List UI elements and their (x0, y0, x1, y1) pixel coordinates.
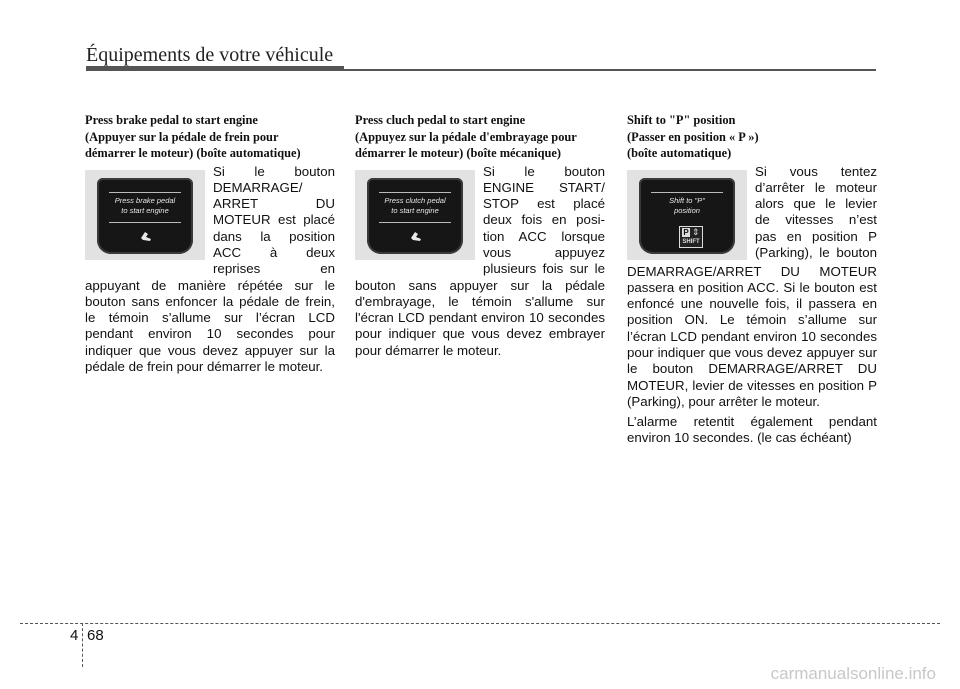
section-clutch-pedal (355, 112, 605, 359)
shift-label: SHIFT (682, 238, 700, 245)
section-heading (627, 112, 877, 162)
lcd-message (101, 196, 189, 216)
section-heading (85, 112, 335, 162)
lcd-message (643, 196, 731, 216)
lcd-message-line: to start engine (391, 205, 439, 215)
lcd-illustration (627, 170, 747, 260)
lcd-message-line: Press clutch pedal (384, 195, 446, 205)
section-brake-pedal (85, 112, 335, 375)
lcd-illustration (85, 170, 205, 260)
lcd-screen (367, 178, 463, 254)
lcd-message-line: position (674, 205, 700, 215)
heading-line: (boîte automatique) (627, 146, 732, 160)
foot-pedal-icon (409, 228, 423, 242)
lcd-illustration (355, 170, 475, 260)
lcd-message (371, 196, 459, 216)
lcd-divider (651, 192, 723, 193)
heading-line: (Appuyez sur la pédale d'embrayage pour (355, 129, 577, 144)
footer-rule (20, 623, 940, 624)
section-body: Si le bouton DEMARRAGE/ ARRET DU MOTEUR est placé dans la position ACC à deux reprises en appuyant de manière répétée sur le bouton sans enfoncer la pédale de frein, le témoin s’allume sur l’écran LCD pendant environ 10 secondes pour indiquer que vous devez appuyer sur la pédale de frein pour démarrer le moteur. (85, 163, 335, 375)
shift-arrow-icon: ⇕ (692, 226, 700, 237)
section-body: Si vous tentez d’arrêter le moteur alors que le levier de vitesses n’est pas en position P (Parking), le bouton DEMARRAGE/ARRET DU MOTEUR passera en position ACC. Si le bouton est enfoncé une nouvelle fois, il passera en position ON. Le témoin s’allume sur l’écran LCD pendant environ 10 secondes pour indiquer que vous devez appuyer sur le bouton DEMARRAGE/ARRET DU MOTEUR, levier de vitesses en position P (Parking), pour arrêter le moteur. (627, 163, 877, 409)
heading-line: (Passer en position « P ») (627, 129, 759, 144)
header-rule-thin (344, 69, 876, 71)
foot-pedal-icon (139, 228, 153, 242)
heading-line: (Appuyer sur la pédale de frein pour (85, 129, 279, 144)
page-header-title: Équipements de votre véhicule (86, 44, 334, 66)
lcd-divider (379, 192, 451, 193)
section-body: Si le bouton ENGINE START/ STOP est placé deux fois en posi- tion ACC lorsque vous appuyez plusieurs fois sur le bouton sans appuyer sur la pédale d'embrayage, le témoin s'allume sur l'écran LCD pendant environ 10 secondes pour indiquer que vous devez embrayer pour démarrer le moteur. (355, 163, 605, 358)
watermark: carmanualsonline.info (770, 664, 936, 683)
heading-line: Shift to "P" position (627, 113, 736, 127)
gear-shift-icon (679, 226, 703, 248)
lcd-message-line: Shift to "P" (669, 195, 705, 205)
heading-line: Press cluch pedal to start engine (355, 113, 526, 127)
heading-line: démarrer le moteur) (boîte automatique) (85, 146, 301, 160)
lcd-screen (639, 178, 735, 254)
lcd-divider (379, 222, 451, 223)
lcd-message-line: to start engine (121, 205, 169, 215)
shift-p-symbol: P (683, 227, 689, 237)
lcd-divider (109, 192, 181, 193)
section-shift-to-p (627, 112, 877, 447)
heading-line: démarrer le moteur) (boîte mécanique) (355, 146, 561, 160)
page-number: 68 (87, 627, 104, 644)
heading-line: Press brake pedal to start engine (85, 113, 258, 127)
lcd-screen (97, 178, 193, 254)
lcd-message-line: Press brake pedal (114, 195, 176, 205)
section-heading (355, 112, 605, 162)
chapter-number: 4 (70, 627, 79, 644)
section-body-note: L’alarme retentit également pendant environ 10 secondes. (le cas échéant) (627, 414, 877, 446)
lcd-divider (109, 222, 181, 223)
footer-divider (82, 623, 83, 667)
header-rule (86, 66, 344, 71)
